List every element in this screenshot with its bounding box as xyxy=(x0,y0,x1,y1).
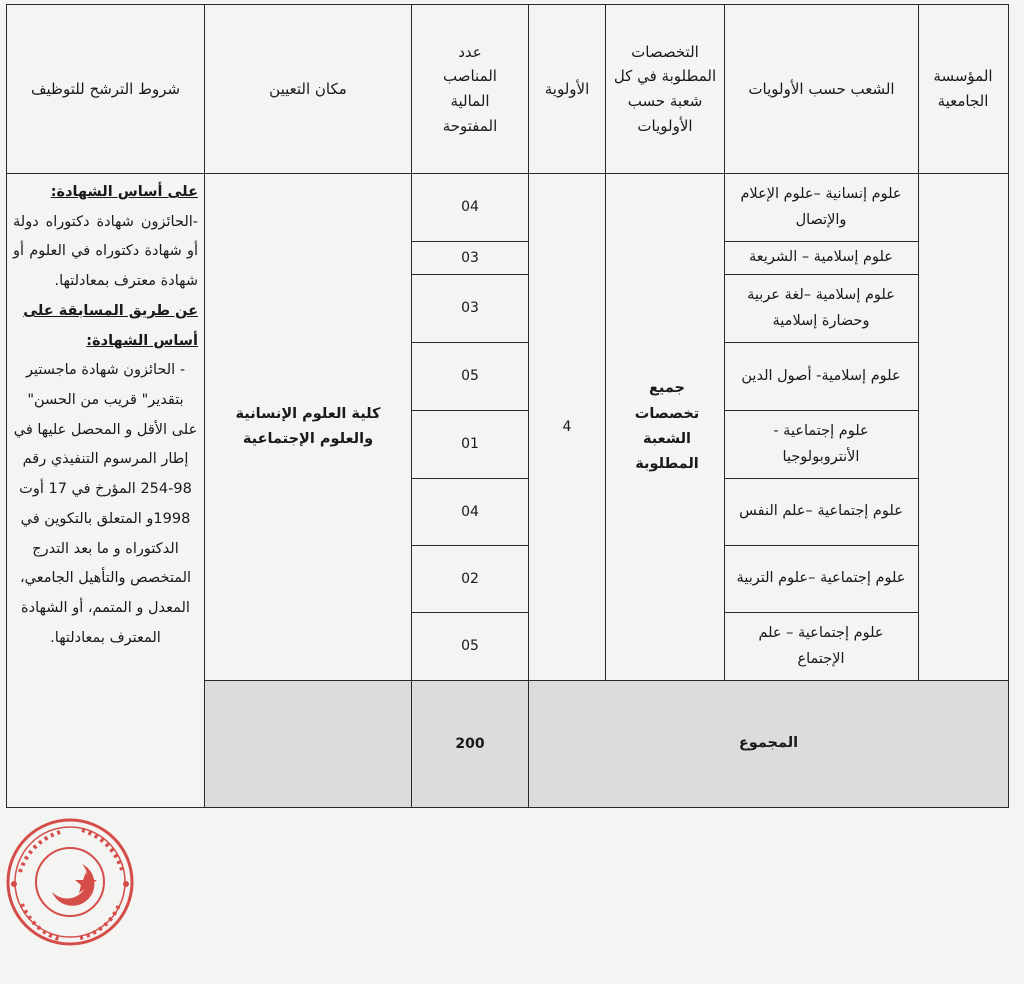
positions-cell: 04 xyxy=(461,503,479,520)
total-label: المجموع xyxy=(738,735,799,752)
positions-cell: 01 xyxy=(461,436,479,453)
header-place: مكان التعيين xyxy=(269,79,347,98)
priority-cell: 4 xyxy=(562,418,572,435)
positions-cell: 03 xyxy=(461,300,479,317)
positions-cell: 05 xyxy=(461,368,479,385)
header-conditions: شروط الترشح للتوظيف xyxy=(30,79,181,98)
branch-cell: علوم إسلامية- أصول الدين xyxy=(741,367,901,384)
conditions-cell xyxy=(7,176,204,806)
branch-cell: علوم إجتماعية - الأنتروبولوجيا xyxy=(773,423,869,465)
positions-cell: 04 xyxy=(461,199,479,216)
header-positions: عدد المناصب المالية المفتوحة xyxy=(442,42,498,135)
total-value: 200 xyxy=(455,735,485,752)
header-institution: المؤسسة الجامعية xyxy=(933,67,993,110)
branch-cell: علوم إجتماعية –علوم التربية xyxy=(736,570,906,587)
header-priority: الأولوية xyxy=(544,79,590,98)
positions-cell: 02 xyxy=(461,570,479,587)
conditions-text-degree: -الحائزون شهادة دكتوراه دولة أو شهادة دكتوراه في العلوم أو شهادة معترف بمعادلتها. xyxy=(13,213,198,290)
official-stamp-icon xyxy=(0,812,140,952)
positions-cell: 03 xyxy=(461,249,479,266)
branch-cell: علوم إسلامية – الشريعة xyxy=(749,249,893,266)
branch-cell: علوم إنسانية –علوم الإعلام والإتصال xyxy=(740,186,902,228)
branch-cell: علوم إجتماعية – علم الإجتماع xyxy=(758,625,884,667)
conditions-text-competition: - الحائزون شهادة ماجستير بتقدير" قريب من الحسن" على الأقل و المحصل عليها في إطار المرسوم التنفيذي رقم 98-254 المؤرخ في 17 أوت 1998و المتعلق بالتكوين في الدكتوراه و ما بعد التدرج المتخصص والتأهيل الجامعي، المعدل و المتمم، أو الشهادة المعترف بمعادلتها. xyxy=(13,362,198,646)
branch-cell: علوم إجتماعية –علم النفس xyxy=(739,503,903,520)
conditions-heading-competition: عن طريق المسابقة على أساس الشهادة: xyxy=(23,302,198,349)
place-cell: كلية العلوم الإنسانية والعلوم الإجتماعية xyxy=(235,405,381,447)
header-branches: الشعب حسب الأولويات xyxy=(748,79,895,98)
header-specialties: التخصصات المطلوبة في كل شعبة حسب الأولويات xyxy=(613,42,717,135)
branch-cell: علوم إسلامية –لغة عربية وحضارة إسلامية xyxy=(747,287,895,329)
conditions-heading-degree: على أساس الشهادة: xyxy=(50,184,198,200)
positions-cell: 05 xyxy=(461,638,479,655)
specialty-cell: جميع تخصصات الشعبة المطلوبة xyxy=(634,380,700,473)
